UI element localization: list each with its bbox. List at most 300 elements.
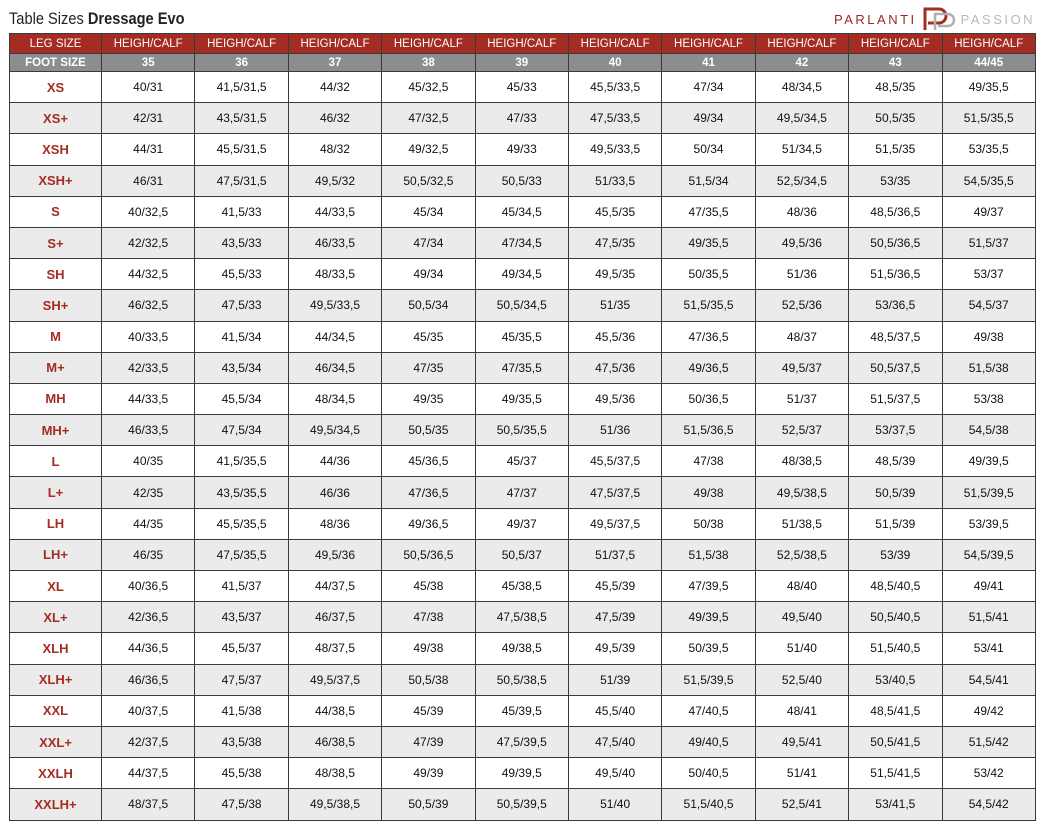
measurement-cell: 51,5/34 (662, 165, 755, 196)
measurement-cell: 40/37,5 (102, 695, 195, 726)
table-row (10, 227, 1036, 258)
table-row (10, 352, 1036, 383)
measurement-cell: 47/35 (382, 352, 475, 383)
measurement-cell: 50,5/33 (475, 165, 568, 196)
measurement-cell: 49/39,5 (475, 758, 568, 789)
measurement-cell: 42/32,5 (102, 227, 195, 258)
title-product: Dressage Evo (87, 9, 185, 28)
measurement-cell: 53/37,5 (849, 415, 942, 446)
measurement-cell: 49/38 (662, 477, 755, 508)
foot-size-cell: 40 (568, 54, 661, 72)
table-row (10, 726, 1036, 757)
foot-size-cell: 44/45 (942, 54, 1035, 72)
measurement-cell: 49,5/38,5 (288, 789, 381, 820)
measurement-cell: 45,5/33 (195, 259, 288, 290)
measurement-cell: 49,5/40 (755, 602, 848, 633)
measurement-cell: 47/32,5 (382, 103, 475, 134)
measurement-cell: 42/33,5 (102, 352, 195, 383)
measure-column-header: HEIGH/CALF (662, 34, 755, 54)
table-row (10, 383, 1036, 414)
leg-size-cell: LH+ (10, 539, 102, 570)
measurement-cell: 51,5/35,5 (942, 103, 1035, 134)
measurement-cell: 51/36 (568, 415, 661, 446)
measure-column-header: HEIGH/CALF (849, 34, 942, 54)
measurement-cell: 41,5/37 (195, 571, 288, 602)
measurement-cell: 40/33,5 (102, 321, 195, 352)
measurement-cell: 50,5/39 (849, 477, 942, 508)
measurement-cell: 48/41 (755, 695, 848, 726)
measurement-cell: 49/39,5 (942, 446, 1035, 477)
leg-size-cell: LH (10, 508, 102, 539)
measurement-cell: 49/37 (475, 508, 568, 539)
measurement-cell: 47/34 (382, 227, 475, 258)
measurement-cell: 50,5/35,5 (475, 415, 568, 446)
measurement-cell: 46/36,5 (102, 664, 195, 695)
measurement-cell: 50,5/41,5 (849, 726, 942, 757)
measurement-cell: 47/34 (662, 72, 755, 103)
measurement-cell: 48/37,5 (102, 789, 195, 820)
measurement-cell: 52,5/36 (755, 290, 848, 321)
measurement-cell: 53/35 (849, 165, 942, 196)
measurement-cell: 51/39 (568, 664, 661, 695)
measurement-cell: 47,5/36 (568, 352, 661, 383)
measurement-cell: 48,5/36,5 (849, 196, 942, 227)
measurement-cell: 46/32,5 (102, 290, 195, 321)
measurement-cell: 51,5/35 (849, 134, 942, 165)
measure-column-header: HEIGH/CALF (568, 34, 661, 54)
measurement-cell: 45/39 (382, 695, 475, 726)
measurement-cell: 48/33,5 (288, 259, 381, 290)
measurement-cell: 47/36,5 (662, 321, 755, 352)
foot-size-cell: 35 (102, 54, 195, 72)
leg-size-cell: M+ (10, 352, 102, 383)
measurement-cell: 50,5/38,5 (475, 664, 568, 695)
measurement-cell: 48/37,5 (288, 633, 381, 664)
measurement-cell: 45,5/36 (568, 321, 661, 352)
foot-size-cell: 36 (195, 54, 288, 72)
table-row (10, 508, 1036, 539)
measurement-cell: 49,5/37 (755, 352, 848, 383)
measurement-cell: 42/35 (102, 477, 195, 508)
measurement-cell: 50,5/39,5 (475, 789, 568, 820)
measurement-cell: 47/40,5 (662, 695, 755, 726)
leg-size-header: LEG SIZE (10, 34, 102, 54)
measurement-cell: 51,5/35,5 (662, 290, 755, 321)
leg-size-cell: S (10, 196, 102, 227)
measurement-cell: 48/36 (755, 196, 848, 227)
measurement-cell: 48,5/40,5 (849, 571, 942, 602)
measurement-cell: 44/33,5 (102, 383, 195, 414)
table-row (10, 415, 1036, 446)
measurement-cell: 47,5/39,5 (475, 726, 568, 757)
measurement-cell: 53/40,5 (849, 664, 942, 695)
measurement-cell: 54,5/39,5 (942, 539, 1035, 570)
measurement-cell: 45,5/35,5 (195, 508, 288, 539)
measurement-cell: 51/40 (568, 789, 661, 820)
measurement-cell: 40/35 (102, 446, 195, 477)
measurement-cell: 51,5/37 (942, 227, 1035, 258)
measurement-cell: 42/36,5 (102, 602, 195, 633)
measurement-cell: 40/31 (102, 72, 195, 103)
measurement-cell: 49/37 (942, 196, 1035, 227)
measurement-cell: 49/36,5 (662, 352, 755, 383)
measurement-cell: 49/34 (662, 103, 755, 134)
measurement-cell: 48,5/37,5 (849, 321, 942, 352)
leg-size-cell: XXL (10, 695, 102, 726)
table-row (10, 664, 1036, 695)
measurement-cell: 48,5/35 (849, 72, 942, 103)
measurement-cell: 49,5/41 (755, 726, 848, 757)
measurement-cell: 47,5/37,5 (568, 477, 661, 508)
measurement-cell: 51,5/38 (942, 352, 1035, 383)
measurement-cell: 41,5/34 (195, 321, 288, 352)
leg-size-cell: M (10, 321, 102, 352)
measurement-cell: 49/33 (475, 134, 568, 165)
measurement-cell: 45,5/40 (568, 695, 661, 726)
table-row (10, 789, 1036, 820)
leg-size-cell: XLH (10, 633, 102, 664)
measurement-cell: 47,5/38,5 (475, 602, 568, 633)
measurement-cell: 49/40,5 (662, 726, 755, 757)
measurement-cell: 43,5/38 (195, 726, 288, 757)
measurement-cell: 48,5/39 (849, 446, 942, 477)
measurement-cell: 43,5/37 (195, 602, 288, 633)
measurement-cell: 46/34,5 (288, 352, 381, 383)
measurement-cell: 45,5/35 (568, 196, 661, 227)
measurement-cell: 49/36,5 (382, 508, 475, 539)
table-row (10, 290, 1036, 321)
measurement-cell: 45,5/31,5 (195, 134, 288, 165)
measurement-cell: 49/34 (382, 259, 475, 290)
brand-name-left: PARLANTI (834, 11, 917, 27)
measurement-cell: 43,5/33 (195, 227, 288, 258)
measurement-cell: 47/37 (475, 477, 568, 508)
measurement-cell: 48/34,5 (755, 72, 848, 103)
measurement-cell: 52,5/40 (755, 664, 848, 695)
measurement-cell: 51,5/40,5 (849, 633, 942, 664)
measurement-cell: 49/39,5 (662, 602, 755, 633)
measurement-cell: 54,5/41 (942, 664, 1035, 695)
measurement-cell: 47/36,5 (382, 477, 475, 508)
measurement-cell: 51,5/36,5 (849, 259, 942, 290)
measurement-cell: 50,5/35 (849, 103, 942, 134)
measurement-cell: 53/41 (942, 633, 1035, 664)
measurement-cell: 44/32,5 (102, 259, 195, 290)
measurement-cell: 48/40 (755, 571, 848, 602)
measurement-cell: 46/38,5 (288, 726, 381, 757)
measurement-cell: 50,5/34,5 (475, 290, 568, 321)
measurement-cell: 45/36,5 (382, 446, 475, 477)
measurement-cell: 49/41 (942, 571, 1035, 602)
measurement-cell: 51/37 (755, 383, 848, 414)
measurement-cell: 45,5/34 (195, 383, 288, 414)
foot-size-header: FOOT SIZE (10, 54, 102, 72)
measurement-cell: 50/40,5 (662, 758, 755, 789)
measurement-cell: 49,5/36 (755, 227, 848, 258)
pp-monogram-icon (919, 6, 959, 32)
table-row (10, 103, 1036, 134)
measurement-cell: 50,5/32,5 (382, 165, 475, 196)
measurement-cell: 47,5/31,5 (195, 165, 288, 196)
measurement-cell: 44/36,5 (102, 633, 195, 664)
measurement-cell: 51,5/39,5 (662, 664, 755, 695)
measurement-cell: 47/33 (475, 103, 568, 134)
table-row (10, 758, 1036, 789)
measurement-cell: 54,5/38 (942, 415, 1035, 446)
measurement-cell: 49/35,5 (475, 383, 568, 414)
measurement-cell: 53/39 (849, 539, 942, 570)
table-row (10, 633, 1036, 664)
measurement-cell: 48/36 (288, 508, 381, 539)
measurement-cell: 50/38 (662, 508, 755, 539)
measurement-cell: 49/32,5 (382, 134, 475, 165)
leg-size-cell: XSH (10, 134, 102, 165)
measurement-cell: 42/31 (102, 103, 195, 134)
measurement-cell: 51,5/41,5 (849, 758, 942, 789)
measurement-cell: 49,5/39 (568, 633, 661, 664)
measurement-cell: 52,5/41 (755, 789, 848, 820)
table-row (10, 571, 1036, 602)
foot-size-cell: 41 (662, 54, 755, 72)
measurement-cell: 46/33,5 (102, 415, 195, 446)
measurement-cell: 48/32 (288, 134, 381, 165)
measurement-cell: 47,5/39 (568, 602, 661, 633)
measure-column-header: HEIGH/CALF (102, 34, 195, 54)
measurement-cell: 45/38,5 (475, 571, 568, 602)
table-row (10, 446, 1036, 477)
leg-size-cell: XS+ (10, 103, 102, 134)
measurement-cell: 50,5/37 (475, 539, 568, 570)
measurement-cell: 40/36,5 (102, 571, 195, 602)
measurement-cell: 45,5/38 (195, 758, 288, 789)
measurement-cell: 47,5/35,5 (195, 539, 288, 570)
measurement-cell: 46/37,5 (288, 602, 381, 633)
measurement-cell: 51,5/36,5 (662, 415, 755, 446)
table-row (10, 259, 1036, 290)
measurement-cell: 47/34,5 (475, 227, 568, 258)
title-prefix: Table Sizes (9, 9, 84, 28)
measurement-cell: 51/35 (568, 290, 661, 321)
measurement-cell: 49,5/33,5 (288, 290, 381, 321)
measurement-cell: 51,5/38 (662, 539, 755, 570)
measurement-cell: 53/39,5 (942, 508, 1035, 539)
measurement-cell: 49/38,5 (475, 633, 568, 664)
measurement-cell: 49/38 (942, 321, 1035, 352)
measurement-cell: 47,5/40 (568, 726, 661, 757)
foot-size-cell: 38 (382, 54, 475, 72)
measurement-cell: 51/33,5 (568, 165, 661, 196)
measurement-cell: 54,5/42 (942, 789, 1035, 820)
measure-column-header: HEIGH/CALF (288, 34, 381, 54)
measurement-cell: 50/34 (662, 134, 755, 165)
measurement-cell: 44/37,5 (288, 571, 381, 602)
table-row (10, 477, 1036, 508)
header-row (10, 34, 1036, 54)
measurement-cell: 44/33,5 (288, 196, 381, 227)
leg-size-cell: MH+ (10, 415, 102, 446)
leg-size-cell: L+ (10, 477, 102, 508)
measurement-cell: 52,5/38,5 (755, 539, 848, 570)
page-header (9, 6, 1037, 32)
table-row (10, 602, 1036, 633)
measurement-cell: 40/32,5 (102, 196, 195, 227)
measurement-cell: 51,5/39 (849, 508, 942, 539)
measurement-cell: 47/35,5 (475, 352, 568, 383)
measurement-cell: 51/37,5 (568, 539, 661, 570)
leg-size-cell: XL (10, 571, 102, 602)
measurement-cell: 50,5/34 (382, 290, 475, 321)
measurement-cell: 47,5/34 (195, 415, 288, 446)
measurement-cell: 49/35,5 (662, 227, 755, 258)
page-title (9, 9, 185, 29)
measurement-cell: 45/38 (382, 571, 475, 602)
measurement-cell: 48/34,5 (288, 383, 381, 414)
measurement-cell: 54,5/37 (942, 290, 1035, 321)
measurement-cell: 45,5/37 (195, 633, 288, 664)
measurement-cell: 45/33 (475, 72, 568, 103)
measurement-cell: 45/35 (382, 321, 475, 352)
measurement-cell: 50/39,5 (662, 633, 755, 664)
measurement-cell: 51,5/40,5 (662, 789, 755, 820)
measure-column-header: HEIGH/CALF (755, 34, 848, 54)
foot-size-cell: 42 (755, 54, 848, 72)
measurement-cell: 51/40 (755, 633, 848, 664)
size-table (9, 33, 1036, 821)
leg-size-cell: S+ (10, 227, 102, 258)
table-row (10, 695, 1036, 726)
measurement-cell: 46/35 (102, 539, 195, 570)
measurement-cell: 45/34 (382, 196, 475, 227)
measurement-cell: 49,5/37,5 (288, 664, 381, 695)
measurement-cell: 53/42 (942, 758, 1035, 789)
measurement-cell: 43,5/35,5 (195, 477, 288, 508)
measurement-cell: 53/37 (942, 259, 1035, 290)
foot-size-cell: 43 (849, 54, 942, 72)
measurement-cell: 49,5/37,5 (568, 508, 661, 539)
measurement-cell: 50/35,5 (662, 259, 755, 290)
measurement-cell: 46/33,5 (288, 227, 381, 258)
table-row (10, 165, 1036, 196)
measurement-cell: 43,5/31,5 (195, 103, 288, 134)
measurement-cell: 50,5/36,5 (849, 227, 942, 258)
measurement-cell: 53/35,5 (942, 134, 1035, 165)
measurement-cell: 51/38,5 (755, 508, 848, 539)
measurement-cell: 44/36 (288, 446, 381, 477)
foot-size-cell: 39 (475, 54, 568, 72)
measurement-cell: 41,5/33 (195, 196, 288, 227)
leg-size-cell: SH (10, 259, 102, 290)
measurement-cell: 47/39,5 (662, 571, 755, 602)
measurement-cell: 45/37 (475, 446, 568, 477)
leg-size-cell: XXLH (10, 758, 102, 789)
measure-column-header: HEIGH/CALF (942, 34, 1035, 54)
measurement-cell: 51/41 (755, 758, 848, 789)
brand-name-right: PASSION (960, 11, 1035, 27)
measurement-cell: 49/35,5 (942, 72, 1035, 103)
measurement-cell: 46/31 (102, 165, 195, 196)
measurement-cell: 49,5/36 (568, 383, 661, 414)
leg-size-cell: XXLH+ (10, 789, 102, 820)
measurement-cell: 52,5/34,5 (755, 165, 848, 196)
measurement-cell: 48/38,5 (288, 758, 381, 789)
measurement-cell: 41,5/38 (195, 695, 288, 726)
measurement-cell: 49/35 (382, 383, 475, 414)
measurement-cell: 45,5/39 (568, 571, 661, 602)
measurement-cell: 47,5/33 (195, 290, 288, 321)
measurement-cell: 50/36,5 (662, 383, 755, 414)
measurement-cell: 45,5/37,5 (568, 446, 661, 477)
measurement-cell: 53/38 (942, 383, 1035, 414)
leg-size-cell: XLH+ (10, 664, 102, 695)
leg-size-cell: SH+ (10, 290, 102, 321)
measurement-cell: 54,5/35,5 (942, 165, 1035, 196)
leg-size-cell: L (10, 446, 102, 477)
measurement-cell: 50,5/35 (382, 415, 475, 446)
measurement-cell: 49,5/40 (568, 758, 661, 789)
measurement-cell: 42/37,5 (102, 726, 195, 757)
measurement-cell: 51/34,5 (755, 134, 848, 165)
measurement-cell: 51,5/37,5 (849, 383, 942, 414)
measurement-cell: 45/35,5 (475, 321, 568, 352)
foot-size-row (10, 54, 1036, 72)
leg-size-cell: MH (10, 383, 102, 414)
measurement-cell: 47/38 (662, 446, 755, 477)
table-row (10, 539, 1036, 570)
measurement-cell: 44/38,5 (288, 695, 381, 726)
measurement-cell: 51,5/41 (942, 602, 1035, 633)
measurement-cell: 44/32 (288, 72, 381, 103)
measure-column-header: HEIGH/CALF (382, 34, 475, 54)
measurement-cell: 47,5/35 (568, 227, 661, 258)
measurement-cell: 47/38 (382, 602, 475, 633)
measurement-cell: 50,5/36,5 (382, 539, 475, 570)
brand-logo (834, 6, 1035, 32)
leg-size-cell: XL+ (10, 602, 102, 633)
measurement-cell: 46/36 (288, 477, 381, 508)
measurement-cell: 45,5/33,5 (568, 72, 661, 103)
measure-column-header: HEIGH/CALF (195, 34, 288, 54)
measurement-cell: 53/41,5 (849, 789, 942, 820)
measurement-cell: 46/32 (288, 103, 381, 134)
measurement-cell: 41,5/31,5 (195, 72, 288, 103)
measurement-cell: 41,5/35,5 (195, 446, 288, 477)
measurement-cell: 51/36 (755, 259, 848, 290)
measurement-cell: 47,5/33,5 (568, 103, 661, 134)
measurement-cell: 50,5/38 (382, 664, 475, 695)
measurement-cell: 50,5/37,5 (849, 352, 942, 383)
measurement-cell: 51,5/39,5 (942, 477, 1035, 508)
measurement-cell: 48/37 (755, 321, 848, 352)
measurement-cell: 44/35 (102, 508, 195, 539)
measurement-cell: 49/39 (382, 758, 475, 789)
measurement-cell: 44/31 (102, 134, 195, 165)
measurement-cell: 50,5/39 (382, 789, 475, 820)
measurement-cell: 48/38,5 (755, 446, 848, 477)
leg-size-cell: XS (10, 72, 102, 103)
size-table-body (10, 72, 1036, 821)
measurement-cell: 47,5/38 (195, 789, 288, 820)
measurement-cell: 45/32,5 (382, 72, 475, 103)
measurement-cell: 49,5/34,5 (755, 103, 848, 134)
measurement-cell: 53/36,5 (849, 290, 942, 321)
measurement-cell: 47,5/37 (195, 664, 288, 695)
measurement-cell: 51,5/42 (942, 726, 1035, 757)
table-row (10, 196, 1036, 227)
measurement-cell: 49,5/36 (288, 539, 381, 570)
measurement-cell: 47/35,5 (662, 196, 755, 227)
measurement-cell: 49,5/32 (288, 165, 381, 196)
measurement-cell: 49,5/35 (568, 259, 661, 290)
